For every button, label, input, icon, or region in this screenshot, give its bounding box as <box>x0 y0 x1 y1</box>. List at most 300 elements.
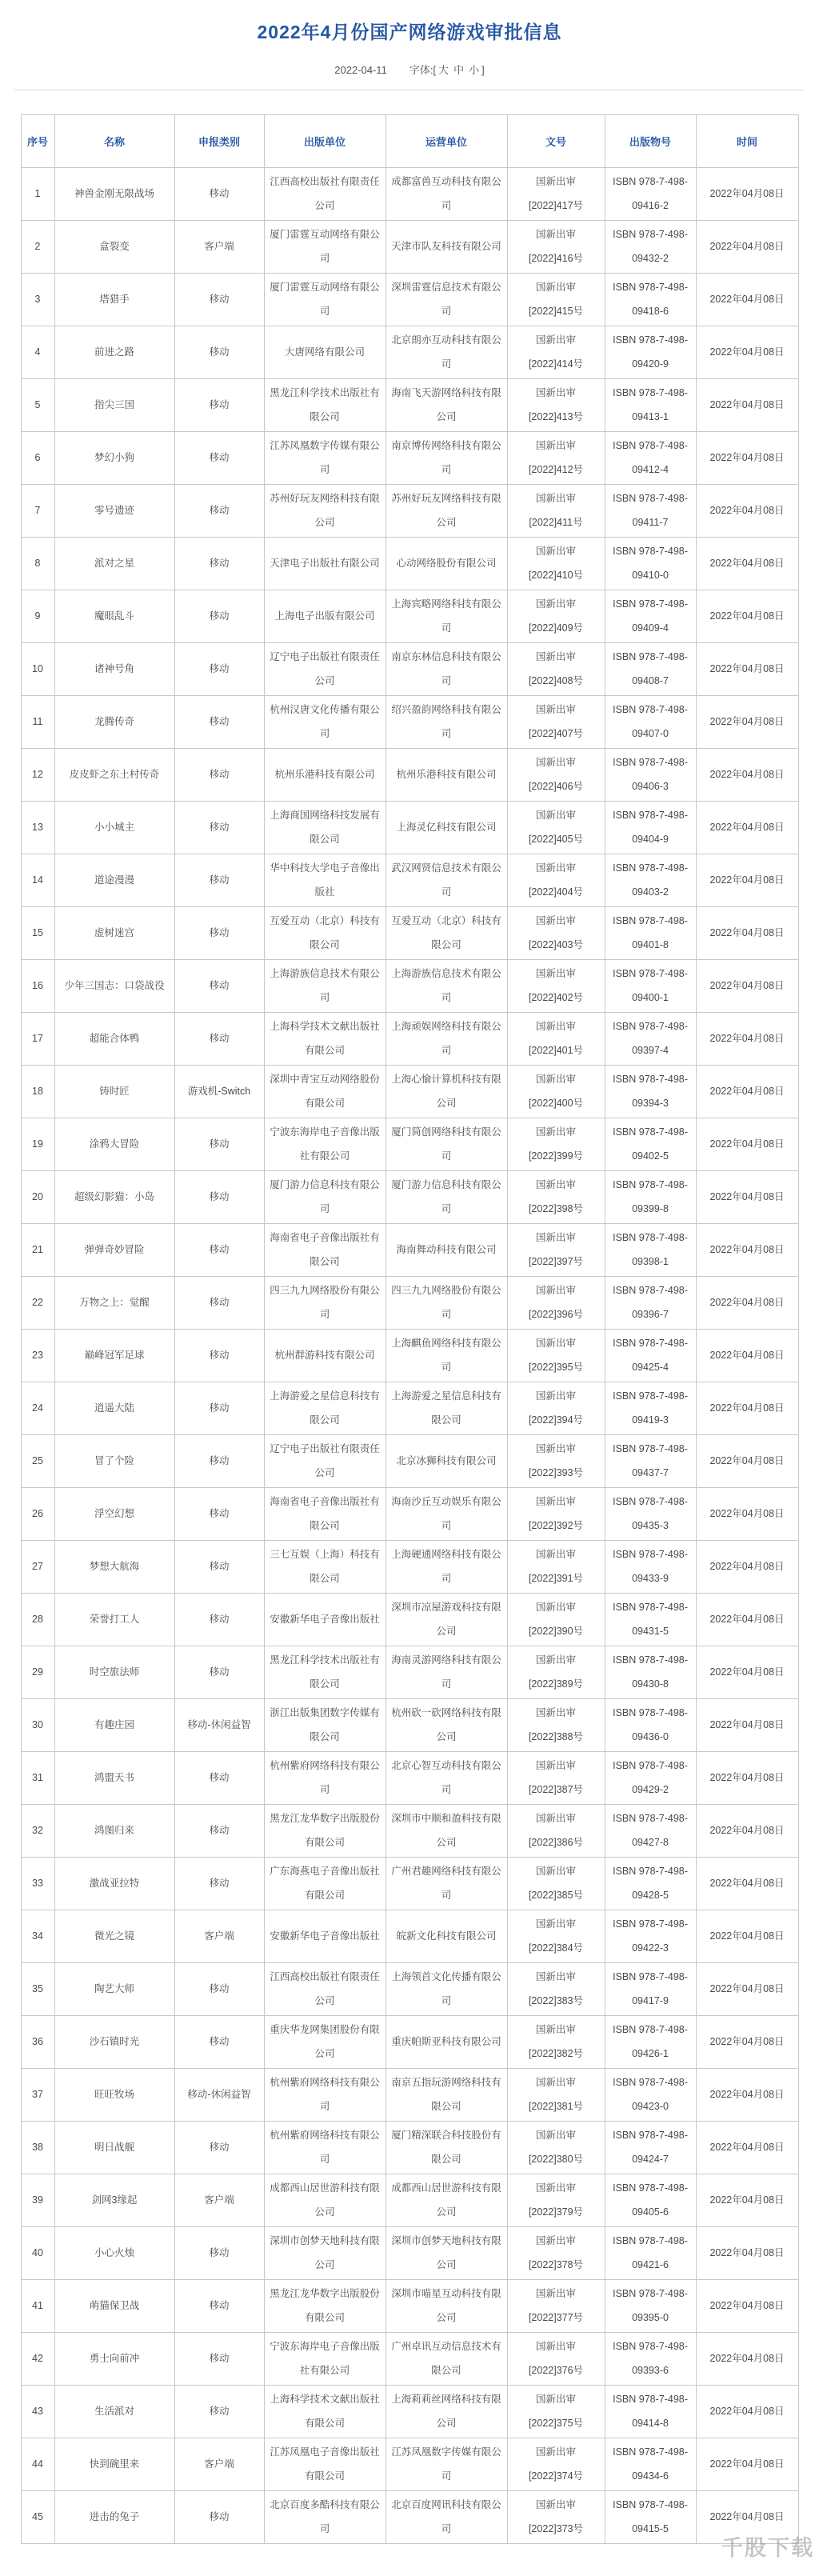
cell-publisher: 上海商国网络科技发展有限公司 <box>264 802 386 854</box>
cell-date: 2022年04月08日 <box>696 1488 798 1541</box>
table-row <box>21 643 798 696</box>
cell-operator: 四三九九网络股份有限公司 <box>386 1277 507 1330</box>
cell-category: 移动 <box>174 1963 264 2016</box>
cell-publisher: 黑龙江龙华数字出版股份有限公司 <box>264 1805 386 1858</box>
cell-publisher: 江苏凤凰数字传媒有限公司 <box>264 432 386 485</box>
table-row <box>21 1963 798 2016</box>
cell-isbn: ISBN 978-7-498-09416-2 <box>605 168 696 221</box>
cell-doc-number: 国新出审[2022]412号 <box>507 432 605 485</box>
cell-isbn: ISBN 978-7-498-09418-6 <box>605 274 696 326</box>
cell-operator: 厦门精深联合科技股份有限公司 <box>386 2122 507 2174</box>
cell-name: 零号遗迹 <box>54 485 174 538</box>
table-row <box>21 1646 798 1699</box>
cell-isbn: ISBN 978-7-498-09404-9 <box>605 802 696 854</box>
table-row <box>21 168 798 221</box>
cell-doc-number: 国新出审[2022]416号 <box>507 221 605 274</box>
cell-doc-number: 国新出审[2022]387号 <box>507 1752 605 1805</box>
cell-category: 移动 <box>174 1594 264 1646</box>
cell-doc-number: 国新出审[2022]394号 <box>507 1382 605 1435</box>
cell-doc-number: 国新出审[2022]373号 <box>507 2491 605 2544</box>
cell-operator: 厦门游力信息科技有限公司 <box>386 1171 507 1224</box>
cell-isbn: ISBN 978-7-498-09435-3 <box>605 1488 696 1541</box>
cell-publisher: 黑龙江科学技术出版社有限公司 <box>264 379 386 432</box>
cell-operator: 深圳市中顺和盈科技有限公司 <box>386 1805 507 1858</box>
cell-date: 2022年04月08日 <box>696 1963 798 2016</box>
cell-category: 移动-休闲益智 <box>174 1699 264 1752</box>
cell-index: 21 <box>21 1224 54 1277</box>
cell-publisher: 杭州紫府网络科技有限公司 <box>264 2122 386 2174</box>
table-row <box>21 1224 798 1277</box>
cell-publisher: 上海电子出版有限公司 <box>264 590 386 643</box>
font-size-medium[interactable]: 中 <box>453 64 465 76</box>
font-size-small[interactable]: 小 <box>469 64 480 76</box>
cell-publisher: 浙江出版集团数字传媒有限公司 <box>264 1699 386 1752</box>
cell-doc-number: 国新出审[2022]410号 <box>507 538 605 590</box>
page-title: 2022年4月份国产网络游戏审批信息 <box>257 22 562 42</box>
cell-name: 指尖三国 <box>54 379 174 432</box>
table-row <box>21 274 798 326</box>
table-row <box>21 379 798 432</box>
cell-index: 30 <box>21 1699 54 1752</box>
table-row <box>21 1435 798 1488</box>
cell-date: 2022年04月08日 <box>696 1330 798 1382</box>
cell-isbn: ISBN 978-7-498-09419-3 <box>605 1382 696 1435</box>
cell-operator: 北京冰狮科技有限公司 <box>386 1435 507 1488</box>
cell-date: 2022年04月08日 <box>696 1910 798 1963</box>
cell-publisher: 厦门游力信息科技有限公司 <box>264 1171 386 1224</box>
cell-date: 2022年04月08日 <box>696 326 798 379</box>
cell-doc-number: 国新出审[2022]378号 <box>507 2227 605 2280</box>
cell-date: 2022年04月08日 <box>696 643 798 696</box>
cell-operator: 上海灵亿科技有限公司 <box>386 802 507 854</box>
cell-operator: 绍兴盈韵网络科技有限公司 <box>386 696 507 749</box>
cell-date: 2022年04月08日 <box>696 1277 798 1330</box>
cell-name: 皮皮虾之东土村传奇 <box>54 749 174 802</box>
cell-isbn: ISBN 978-7-498-09397-4 <box>605 1013 696 1066</box>
cell-publisher: 杭州紫府网络科技有限公司 <box>264 1752 386 1805</box>
table-row <box>21 1699 798 1752</box>
cell-date: 2022年04月08日 <box>696 1171 798 1224</box>
cell-date: 2022年04月08日 <box>696 1646 798 1699</box>
cell-date: 2022年04月08日 <box>696 1541 798 1594</box>
table-row <box>21 2174 798 2227</box>
cell-index: 41 <box>21 2280 54 2333</box>
font-size-large[interactable]: 大 <box>438 64 449 76</box>
cell-index: 37 <box>21 2069 54 2122</box>
cell-isbn: ISBN 978-7-498-09399-8 <box>605 1171 696 1224</box>
cell-date: 2022年04月08日 <box>696 432 798 485</box>
cell-publisher: 厦门雷霆互动网络有限公司 <box>264 274 386 326</box>
cell-isbn: ISBN 978-7-498-09434-6 <box>605 2438 696 2491</box>
cell-operator: 海南灵游网络科技有限公司 <box>386 1646 507 1699</box>
cell-date: 2022年04月08日 <box>696 2386 798 2438</box>
cell-isbn: ISBN 978-7-498-09430-8 <box>605 1646 696 1699</box>
cell-category: 客户端 <box>174 2174 264 2227</box>
cell-isbn: ISBN 978-7-498-09401-8 <box>605 907 696 960</box>
cell-name: 鸿盟天书 <box>54 1752 174 1805</box>
cell-index: 18 <box>21 1066 54 1118</box>
cell-publisher: 海南省电子音像出版社有限公司 <box>264 1224 386 1277</box>
cell-publisher: 苏州好玩友网络科技有限公司 <box>264 485 386 538</box>
cell-category: 移动 <box>174 1224 264 1277</box>
cell-index: 31 <box>21 1752 54 1805</box>
cell-category: 移动 <box>174 749 264 802</box>
cell-publisher: 互爱互动（北京）科技有限公司 <box>264 907 386 960</box>
cell-date: 2022年04月08日 <box>696 538 798 590</box>
cell-isbn: ISBN 978-7-498-09415-5 <box>605 2491 696 2544</box>
cell-date: 2022年04月08日 <box>696 960 798 1013</box>
cell-date: 2022年04月08日 <box>696 2122 798 2174</box>
cell-doc-number: 国新出审[2022]395号 <box>507 1330 605 1382</box>
cell-isbn: ISBN 978-7-498-09396-7 <box>605 1277 696 1330</box>
cell-operator: 深圳市凉屋游戏科技有限公司 <box>386 1594 507 1646</box>
cell-date: 2022年04月08日 <box>696 2438 798 2491</box>
cell-doc-number: 国新出审[2022]375号 <box>507 2386 605 2438</box>
cell-doc-number: 国新出审[2022]381号 <box>507 2069 605 2122</box>
cell-index: 9 <box>21 590 54 643</box>
table-row <box>21 2333 798 2386</box>
cell-index: 3 <box>21 274 54 326</box>
cell-operator: 深圳雷霆信息技术有限公司 <box>386 274 507 326</box>
cell-operator: 重庆帕斯亚科技有限公司 <box>386 2016 507 2069</box>
cell-category: 移动 <box>174 1752 264 1805</box>
cell-category: 移动 <box>174 1488 264 1541</box>
cell-date: 2022年04月08日 <box>696 2280 798 2333</box>
cell-index: 10 <box>21 643 54 696</box>
header-index: 序号 <box>21 115 54 168</box>
cell-doc-number: 国新出审[2022]401号 <box>507 1013 605 1066</box>
cell-publisher: 厦门雷霆互动网络有限公司 <box>264 221 386 274</box>
table-row <box>21 590 798 643</box>
cell-index: 2 <box>21 221 54 274</box>
cell-publisher: 辽宁电子出版社有限责任公司 <box>264 643 386 696</box>
cell-index: 28 <box>21 1594 54 1646</box>
header-operator: 运营单位 <box>386 115 507 168</box>
cell-doc-number: 国新出审[2022]403号 <box>507 907 605 960</box>
cell-doc-number: 国新出审[2022]379号 <box>507 2174 605 2227</box>
cell-isbn: ISBN 978-7-498-09422-3 <box>605 1910 696 1963</box>
cell-category: 移动 <box>174 538 264 590</box>
cell-name: 激战亚拉特 <box>54 1858 174 1910</box>
cell-doc-number: 国新出审[2022]402号 <box>507 960 605 1013</box>
cell-category: 移动 <box>174 485 264 538</box>
cell-name: 旺旺牧场 <box>54 2069 174 2122</box>
cell-doc-number: 国新出审[2022]414号 <box>507 326 605 379</box>
cell-publisher: 三七互娱（上海）科技有限公司 <box>264 1541 386 1594</box>
table-row <box>21 2280 798 2333</box>
cell-category: 移动 <box>174 643 264 696</box>
cell-isbn: ISBN 978-7-498-09412-4 <box>605 432 696 485</box>
cell-publisher: 上海科学技术文献出版社有限公司 <box>264 2386 386 2438</box>
cell-publisher: 杭州紫府网络科技有限公司 <box>264 2069 386 2122</box>
cell-category: 移动 <box>174 1805 264 1858</box>
cell-date: 2022年04月08日 <box>696 2016 798 2069</box>
cell-isbn: ISBN 978-7-498-09414-8 <box>605 2386 696 2438</box>
cell-operator: 海南舞动科技有限公司 <box>386 1224 507 1277</box>
publish-date: 2022-04-11 <box>334 64 387 76</box>
header-date: 时间 <box>696 115 798 168</box>
cell-operator: 武汉网贤信息技术有限公司 <box>386 854 507 907</box>
cell-operator: 上海莉莉丝网络科技有限公司 <box>386 2386 507 2438</box>
cell-doc-number: 国新出审[2022]385号 <box>507 1858 605 1910</box>
cell-operator: 杭州砍一砍网络科技有限公司 <box>386 1699 507 1752</box>
cell-doc-number: 国新出审[2022]377号 <box>507 2280 605 2333</box>
cell-operator: 南京博传网络科技有限公司 <box>386 432 507 485</box>
cell-name: 剑网3缘起 <box>54 2174 174 2227</box>
cell-index: 25 <box>21 1435 54 1488</box>
cell-isbn: ISBN 978-7-498-09426-1 <box>605 2016 696 2069</box>
cell-category: 移动 <box>174 1858 264 1910</box>
cell-isbn: ISBN 978-7-498-09405-6 <box>605 2174 696 2227</box>
cell-isbn: ISBN 978-7-498-09432-2 <box>605 221 696 274</box>
cell-index: 24 <box>21 1382 54 1435</box>
cell-index: 45 <box>21 2491 54 2544</box>
cell-operator: 北京心智互动科技有限公司 <box>386 1752 507 1805</box>
cell-doc-number: 国新出审[2022]409号 <box>507 590 605 643</box>
cell-name: 神兽金刚无限战场 <box>54 168 174 221</box>
table-row <box>21 432 798 485</box>
table-row <box>21 485 798 538</box>
cell-index: 40 <box>21 2227 54 2280</box>
cell-name: 龙腾传奇 <box>54 696 174 749</box>
cell-operator: 上海心愉计算机科技有限公司 <box>386 1066 507 1118</box>
cell-isbn: ISBN 978-7-498-09400-1 <box>605 960 696 1013</box>
cell-index: 34 <box>21 1910 54 1963</box>
cell-doc-number: 国新出审[2022]400号 <box>507 1066 605 1118</box>
article-meta <box>0 62 819 77</box>
cell-index: 43 <box>21 2386 54 2438</box>
cell-category: 移动 <box>174 2280 264 2333</box>
cell-date: 2022年04月08日 <box>696 1013 798 1066</box>
cell-operator: 广州卓讯互动信息技术有限公司 <box>386 2333 507 2386</box>
cell-category: 移动 <box>174 432 264 485</box>
cell-isbn: ISBN 978-7-498-09429-2 <box>605 1752 696 1805</box>
cell-name: 萌猫保卫战 <box>54 2280 174 2333</box>
cell-isbn: ISBN 978-7-498-09410-0 <box>605 538 696 590</box>
cell-operator: 上海游爱之星信息科技有限公司 <box>386 1382 507 1435</box>
cell-operator: 上海宾略网络科技有限公司 <box>386 590 507 643</box>
cell-name: 进击的兔子 <box>54 2491 174 2544</box>
cell-isbn: ISBN 978-7-498-09407-0 <box>605 696 696 749</box>
cell-doc-number: 国新出审[2022]380号 <box>507 2122 605 2174</box>
cell-isbn: ISBN 978-7-498-09423-0 <box>605 2069 696 2122</box>
cell-doc-number: 国新出审[2022]397号 <box>507 1224 605 1277</box>
cell-isbn: ISBN 978-7-498-09403-2 <box>605 854 696 907</box>
cell-category: 客户端 <box>174 1910 264 1963</box>
font-selector-suffix: ] <box>481 64 485 76</box>
cell-index: 19 <box>21 1118 54 1171</box>
table-row <box>21 1171 798 1224</box>
cell-index: 33 <box>21 1858 54 1910</box>
cell-category: 移动 <box>174 168 264 221</box>
cell-name: 梦想大航海 <box>54 1541 174 1594</box>
cell-name: 铸时匠 <box>54 1066 174 1118</box>
table-row <box>21 1805 798 1858</box>
cell-name: 超级幻影猫：小岛 <box>54 1171 174 1224</box>
cell-isbn: ISBN 978-7-498-09420-9 <box>605 326 696 379</box>
cell-operator: 皖新文化科技有限公司 <box>386 1910 507 1963</box>
table-row <box>21 2227 798 2280</box>
font-size-selector <box>410 64 485 76</box>
table-row <box>21 2491 798 2544</box>
cell-publisher: 海南省电子音像出版社有限公司 <box>264 1488 386 1541</box>
cell-date: 2022年04月08日 <box>696 1066 798 1118</box>
cell-operator: 心动网络股份有限公司 <box>386 538 507 590</box>
cell-doc-number: 国新出审[2022]411号 <box>507 485 605 538</box>
cell-index: 12 <box>21 749 54 802</box>
cell-publisher: 宁波东海岸电子音像出版社有限公司 <box>264 2333 386 2386</box>
cell-date: 2022年04月08日 <box>696 168 798 221</box>
cell-isbn: ISBN 978-7-498-09428-5 <box>605 1858 696 1910</box>
cell-date: 2022年04月08日 <box>696 1752 798 1805</box>
cell-publisher: 四三九九网络股份有限公司 <box>264 1277 386 1330</box>
cell-category: 移动 <box>174 1118 264 1171</box>
cell-doc-number: 国新出审[2022]386号 <box>507 1805 605 1858</box>
cell-isbn: ISBN 978-7-498-09409-4 <box>605 590 696 643</box>
cell-date: 2022年04月08日 <box>696 749 798 802</box>
cell-index: 42 <box>21 2333 54 2386</box>
cell-name: 荣誉打工人 <box>54 1594 174 1646</box>
table-row <box>21 2386 798 2438</box>
cell-operator: 天津市队友科技有限公司 <box>386 221 507 274</box>
cell-operator: 深圳市喵星互动科技有限公司 <box>386 2280 507 2333</box>
cell-isbn: ISBN 978-7-498-09433-9 <box>605 1541 696 1594</box>
cell-operator: 深圳市创梦天地科技有限公司 <box>386 2227 507 2280</box>
cell-name: 盒裂变 <box>54 221 174 274</box>
cell-name: 沙石镇时光 <box>54 2016 174 2069</box>
cell-operator: 海南沙丘互动娱乐有限公司 <box>386 1488 507 1541</box>
cell-name: 塔猎手 <box>54 274 174 326</box>
cell-date: 2022年04月08日 <box>696 2069 798 2122</box>
header-doc-number: 文号 <box>507 115 605 168</box>
cell-name: 冒了个险 <box>54 1435 174 1488</box>
cell-doc-number: 国新出审[2022]415号 <box>507 274 605 326</box>
cell-doc-number: 国新出审[2022]376号 <box>507 2333 605 2386</box>
cell-isbn: ISBN 978-7-498-09424-7 <box>605 2122 696 2174</box>
cell-doc-number: 国新出审[2022]382号 <box>507 2016 605 2069</box>
table-row <box>21 1594 798 1646</box>
approval-table <box>21 114 799 2544</box>
cell-index: 13 <box>21 802 54 854</box>
cell-date: 2022年04月08日 <box>696 274 798 326</box>
cell-isbn: ISBN 978-7-498-09393-6 <box>605 2333 696 2386</box>
cell-category: 移动 <box>174 1435 264 1488</box>
cell-category: 移动 <box>174 1171 264 1224</box>
table-row <box>21 960 798 1013</box>
cell-operator: 北京朗亦互动科技有限公司 <box>386 326 507 379</box>
cell-name: 超能合体鸭 <box>54 1013 174 1066</box>
cell-name: 微光之镜 <box>54 1910 174 1963</box>
cell-publisher: 深圳市创梦天地科技有限公司 <box>264 2227 386 2280</box>
cell-operator: 南京五指玩游网络科技有限公司 <box>386 2069 507 2122</box>
cell-index: 27 <box>21 1541 54 1594</box>
cell-category: 移动 <box>174 1330 264 1382</box>
cell-category: 移动 <box>174 2122 264 2174</box>
cell-isbn: ISBN 978-7-498-09398-1 <box>605 1224 696 1277</box>
cell-publisher: 黑龙江龙华数字出版股份有限公司 <box>264 2280 386 2333</box>
cell-publisher: 成都西山居世游科技有限公司 <box>264 2174 386 2227</box>
cell-operator: 杭州乐港科技有限公司 <box>386 749 507 802</box>
cell-index: 6 <box>21 432 54 485</box>
cell-category: 移动 <box>174 1382 264 1435</box>
cell-index: 36 <box>21 2016 54 2069</box>
cell-operator: 成都富兽互动科技有限公司 <box>386 168 507 221</box>
cell-index: 11 <box>21 696 54 749</box>
table-row <box>21 326 798 379</box>
cell-date: 2022年04月08日 <box>696 1224 798 1277</box>
table-row <box>21 749 798 802</box>
cell-isbn: ISBN 978-7-498-09431-5 <box>605 1594 696 1646</box>
cell-date: 2022年04月08日 <box>696 379 798 432</box>
cell-operator: 互爱互动（北京）科技有限公司 <box>386 907 507 960</box>
cell-doc-number: 国新出审[2022]374号 <box>507 2438 605 2491</box>
cell-doc-number: 国新出审[2022]406号 <box>507 749 605 802</box>
font-selector-label: 字体:[ <box>409 64 437 76</box>
cell-isbn: ISBN 978-7-498-09425-4 <box>605 1330 696 1382</box>
cell-publisher: 上海科学技术文献出版社有限公司 <box>264 1013 386 1066</box>
cell-name: 快到碗里来 <box>54 2438 174 2491</box>
cell-publisher: 黑龙江科学技术出版社有限公司 <box>264 1646 386 1699</box>
cell-date: 2022年04月08日 <box>696 485 798 538</box>
cell-isbn: ISBN 978-7-498-09421-6 <box>605 2227 696 2280</box>
cell-isbn: ISBN 978-7-498-09395-0 <box>605 2280 696 2333</box>
cell-isbn: ISBN 978-7-498-09413-1 <box>605 379 696 432</box>
cell-category: 移动 <box>174 2491 264 2544</box>
cell-index: 22 <box>21 1277 54 1330</box>
cell-operator: 广州君趣网络科技有限公司 <box>386 1858 507 1910</box>
cell-date: 2022年04月08日 <box>696 2333 798 2386</box>
cell-publisher: 江西高校出版社有限责任公司 <box>264 168 386 221</box>
cell-publisher: 安徽新华电子音像出版社 <box>264 1910 386 1963</box>
cell-category: 移动 <box>174 379 264 432</box>
watermark: 千股下载 <box>721 2536 814 2560</box>
cell-isbn: ISBN 978-7-498-09417-9 <box>605 1963 696 2016</box>
cell-date: 2022年04月08日 <box>696 854 798 907</box>
cell-index: 7 <box>21 485 54 538</box>
cell-operator: 上海领首文化传播有限公司 <box>386 1963 507 2016</box>
table-row <box>21 1488 798 1541</box>
cell-name: 有趣庄园 <box>54 1699 174 1752</box>
cell-name: 浮空幻想 <box>54 1488 174 1541</box>
cell-operator: 上海顽娱网络科技有限公司 <box>386 1013 507 1066</box>
cell-publisher: 辽宁电子出版社有限责任公司 <box>264 1435 386 1488</box>
cell-index: 35 <box>21 1963 54 2016</box>
cell-publisher: 江西高校出版社有限责任公司 <box>264 1963 386 2016</box>
cell-date: 2022年04月08日 <box>696 1699 798 1752</box>
cell-publisher: 杭州群游科技有限公司 <box>264 1330 386 1382</box>
cell-doc-number: 国新出审[2022]391号 <box>507 1541 605 1594</box>
cell-index: 8 <box>21 538 54 590</box>
table-row <box>21 2016 798 2069</box>
cell-category: 移动 <box>174 802 264 854</box>
header-publisher: 出版单位 <box>264 115 386 168</box>
table-row <box>21 538 798 590</box>
cell-category: 移动-休闲益智 <box>174 2069 264 2122</box>
table-row <box>21 1382 798 1435</box>
cell-publisher: 广东海燕电子音像出版社有限公司 <box>264 1858 386 1910</box>
cell-category: 移动 <box>174 960 264 1013</box>
table-row <box>21 1277 798 1330</box>
cell-category: 客户端 <box>174 221 264 274</box>
cell-index: 38 <box>21 2122 54 2174</box>
cell-date: 2022年04月08日 <box>696 2174 798 2227</box>
cell-name: 万物之上：觉醒 <box>54 1277 174 1330</box>
header-row <box>21 115 798 168</box>
cell-isbn: ISBN 978-7-498-09411-7 <box>605 485 696 538</box>
cell-isbn: ISBN 978-7-498-09437-7 <box>605 1435 696 1488</box>
cell-date: 2022年04月08日 <box>696 221 798 274</box>
table-row <box>21 1066 798 1118</box>
